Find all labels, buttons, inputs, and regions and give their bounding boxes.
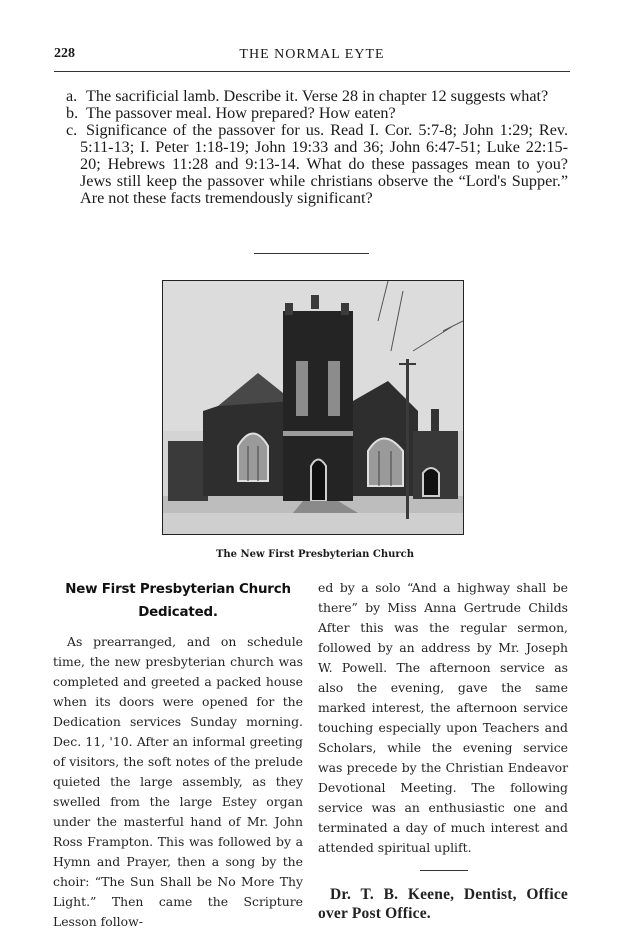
section-divider [254, 253, 369, 254]
church-photo [162, 280, 464, 535]
dentist-notice: Dr. T. B. Keene, Dentist, Office over Post Office. [318, 886, 568, 922]
header-rule [54, 71, 570, 72]
article-title: New First Presbyterian Church Dedicated. [65, 582, 291, 620]
list-item-text: The sacrificial lamb. Describe it. Verse 28 in chapter 12 suggests what? [86, 87, 549, 105]
article-left-column [53, 578, 303, 932]
list-marker: b. [66, 104, 79, 122]
page-number: 228 [54, 46, 75, 61]
article-body-left: As prearranged, and on schedule time, the new presbyterian church was completed and greeted a packed house when its doors were opened for the Dedication services Sunday morning. Dec. 11, '10. After an informal greeting of visitors, the soft notes of the prelude quieted the large assembly, as they swelled from the large Estey organ under the masterful hand of Mr. John Ross Frampton. This was followed by a Hymn and Prayer, then a song by the choir: “The Sun Shall be No More Thy Light.” Then came the Scripture Lesson follow- [53, 634, 303, 929]
list-item [66, 122, 568, 207]
article-right-column [318, 578, 568, 923]
running-title: THE NORMAL EYTE [239, 47, 385, 62]
list-marker: a. [66, 87, 78, 105]
header-bar [54, 46, 570, 72]
list-item-text: Significance of the passover for us. Read I. Cor. 5:7-8; John 1:29; Rev. 5:11-13; I. Peter 1:18-19; John 19:33 and 36; John 6:47-51; Luke 22:15-20; Hebrews 11:28 and 9:13-14. What do these passages mean to you? Jews still keep the passover while christians observe the “Lord's Supper.” Are not these facts tremendously significant? [80, 121, 568, 207]
list-marker: c. [66, 121, 78, 139]
study-questions-list [66, 88, 568, 207]
list-item-text: The passover meal. How prepared? How eaten? [86, 104, 396, 122]
article-body-right: ed by a solo “And a highway shall be there” by Miss Anna Gertrude Childs After this was the regular sermon, followed by an address by Mr. Joseph W. Powell. The afternoon service as also the evening, gave the same marked interest, the afternoon service touching especially upon Teachers and Scholars, while the evening service was precede by the Christian Endeavor Devotional Meeting. The following service was an enthusiastic one and terminated a day of much interest and attended spiritual uplift. [318, 580, 568, 855]
church-illustration-icon [163, 281, 463, 534]
photo-caption: The New First Presbyterian Church [215, 549, 415, 560]
list-item [66, 88, 568, 105]
notice-divider [420, 870, 468, 871]
list-item [66, 105, 568, 122]
